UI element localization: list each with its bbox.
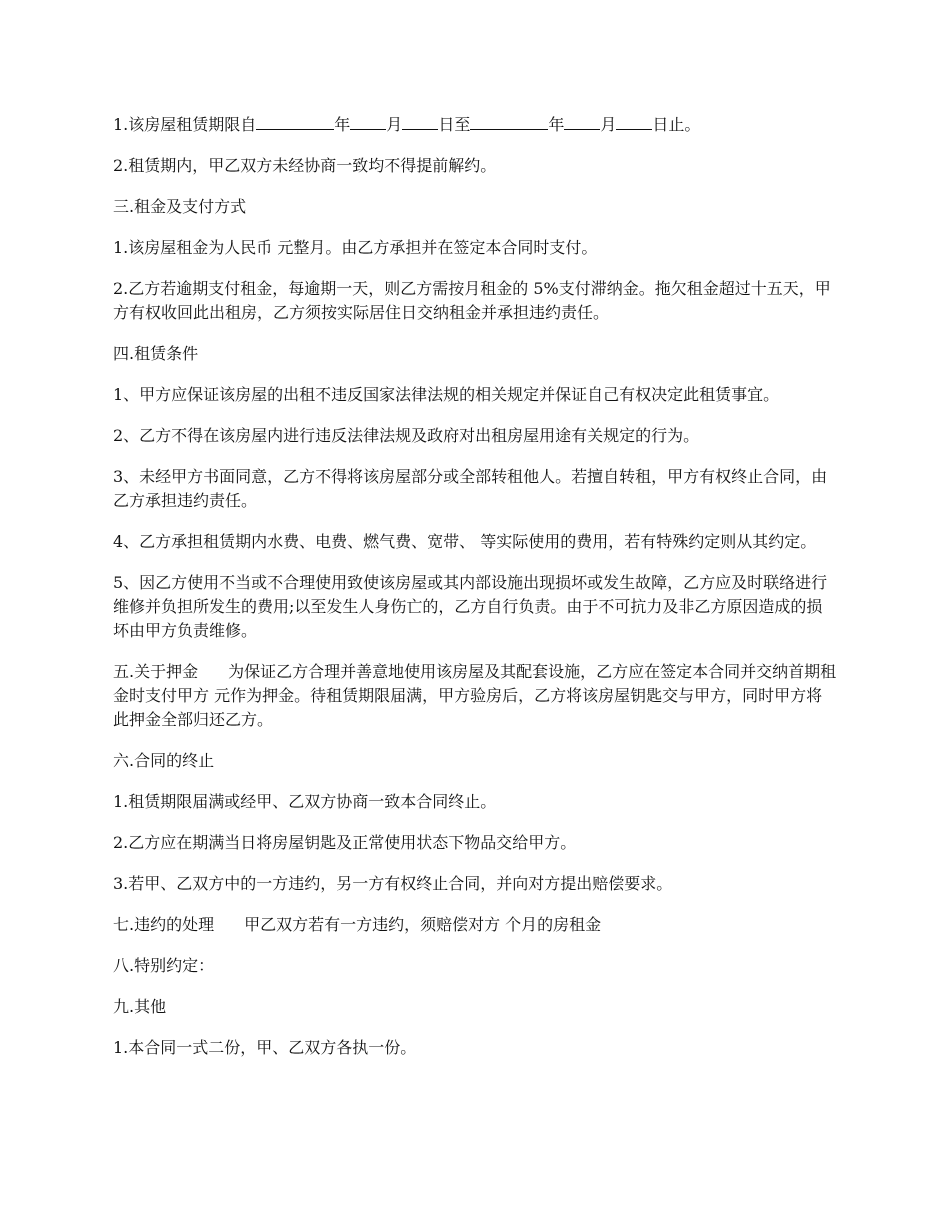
condition-2: 2、乙方不得在该房屋内进行违反法律法规及政府对出租房屋用途有关规定的行为。 bbox=[113, 426, 700, 445]
termination-3: 3.若甲、乙双方中的一方违约，另一方有权终止合同，并向对方提出赔偿要求。 bbox=[113, 874, 673, 893]
breach-text: 甲乙双方若有一方违约，须赔偿对方 个月的房租金 bbox=[244, 915, 602, 934]
lease-term-clause bbox=[113, 113, 837, 137]
clause-no-early-termination: 2.租赁期内，甲乙双方未经协商一致均不得提前解约。 bbox=[113, 156, 497, 175]
start-day-blank bbox=[402, 113, 438, 130]
termination-1: 1.租赁期限届满或经甲、乙双方协商一致本合同终止。 bbox=[113, 792, 497, 811]
section-heading-other: 九.其他 bbox=[113, 997, 167, 1016]
condition-5: 5、因乙方使用不当或不合理使用致使该房屋或其内部设施出现损坏或发生故障，乙方应及时联络进行维修并负担所发生的费用;以至发生人身伤亡的，乙方自行负责。由于不可抗力及非乙方原因造成的损坏由甲方负责维修。 bbox=[113, 573, 828, 640]
breach-heading: 七.违约的处理 bbox=[113, 915, 215, 934]
section-heading-conditions: 四.租赁条件 bbox=[113, 344, 199, 363]
deposit-heading: 五.关于押金 bbox=[113, 662, 199, 681]
condition-1: 1、甲方应保证该房屋的出租不违反国家法律法规的相关规定并保证自己有权决定此租赁事宜。 bbox=[113, 385, 780, 404]
section-heading-termination: 六.合同的终止 bbox=[113, 751, 215, 770]
term-day-to: 日至 bbox=[438, 115, 471, 134]
end-year-blank bbox=[470, 113, 548, 130]
breach-section bbox=[113, 913, 837, 937]
deposit-section bbox=[113, 660, 837, 732]
deposit-text: 为保证乙方合理并善意地使用该房屋及其配套设施，乙方应在签定本合同并交纳首期租金时支付甲方 元作为押金。待租赁期限届满，甲方验房后，乙方将该房屋钥匙交与甲方，同时甲方将此押金全部归还乙方。 bbox=[113, 662, 837, 729]
section-heading-rent: 三.租金及支付方式 bbox=[113, 197, 247, 216]
term-year1: 年 bbox=[334, 115, 351, 134]
start-year-blank bbox=[256, 113, 334, 130]
termination-2: 2.乙方应在期满当日将房屋钥匙及正常使用状态下物品交给甲方。 bbox=[113, 833, 577, 852]
contract-body bbox=[113, 113, 837, 1077]
clause-late-payment: 2.乙方若逾期支付租金，每逾期一天，则乙方需按月租金的 5%支付滞纳金。拖欠租金超过十五天，甲方有权收回此出租房，乙方须按实际居住日交纳租金并承担违约责任。 bbox=[113, 279, 831, 322]
clause-rent-amount: 1.该房屋租金为人民币 元整月。由乙方承担并在签定本合同时支付。 bbox=[113, 238, 598, 257]
end-day-blank bbox=[616, 113, 652, 130]
other-1: 1.本合同一式二份，甲、乙双方各执一份。 bbox=[113, 1038, 417, 1057]
term-month2: 月 bbox=[600, 115, 617, 134]
start-month-blank bbox=[350, 113, 386, 130]
condition-4: 4、乙方承担租赁期内水费、电费、燃气费、宽带、 等实际使用的费用，若有特殊约定则从其约定。 bbox=[113, 532, 817, 551]
term-year2: 年 bbox=[548, 115, 565, 134]
condition-3: 3、未经甲方书面同意，乙方不得将该房屋部分或全部转租他人。若擅自转租，甲方有权终止合同，由乙方承担违约责任。 bbox=[113, 467, 828, 510]
end-month-blank bbox=[564, 113, 600, 130]
section-heading-special: 八.特别约定： bbox=[113, 956, 215, 975]
term-end: 日止。 bbox=[652, 115, 701, 134]
term-month1: 月 bbox=[386, 115, 403, 134]
term-prefix: 1.该房屋租赁期限自 bbox=[113, 115, 257, 134]
